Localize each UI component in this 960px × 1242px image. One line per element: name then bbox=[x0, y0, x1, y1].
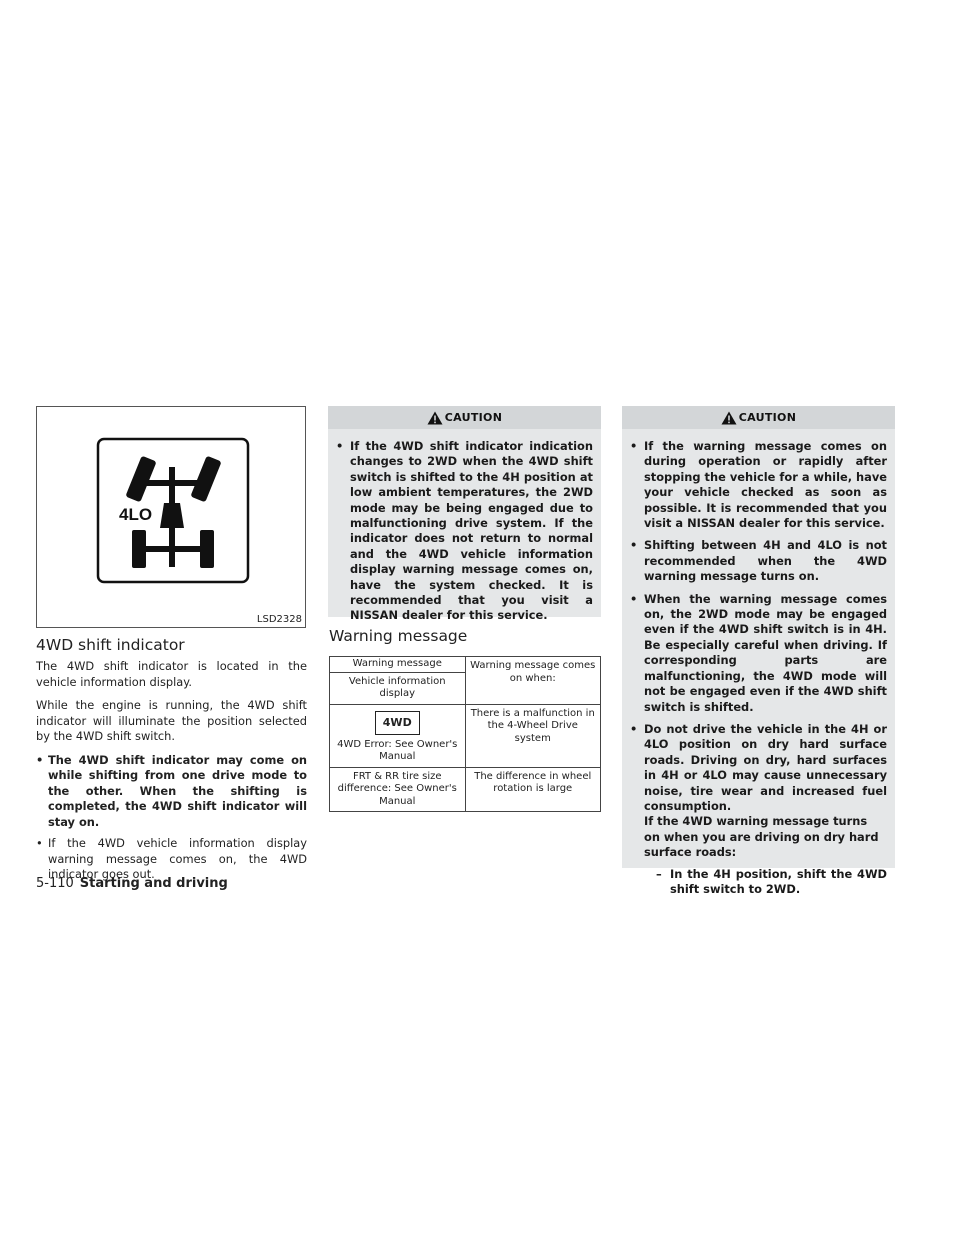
section-heading-warning-message: Warning message bbox=[329, 627, 468, 645]
caution-item: • If the 4WD shift indicator indication changes to 2WD when the 4WD shift switch is shifted to the 4H position at low ambient temperatures, the 2WD mode may be being engaged due to malfunctioning drive system. If the indicator does not return to normal and the 4WD vehicle information display warning message comes on, have the system checked. It is recommended that you visit a NISSAN dealer for this service. bbox=[336, 439, 593, 623]
bullet: • bbox=[36, 836, 43, 850]
4wd-4lo-drivetrain-icon bbox=[37, 407, 305, 627]
caution-box bbox=[622, 406, 895, 896]
section-title: Starting and driving bbox=[79, 876, 228, 891]
page-number: 5-110 bbox=[36, 876, 74, 891]
bullet: • bbox=[36, 752, 44, 767]
bullet: • bbox=[630, 538, 638, 553]
table-row bbox=[330, 704, 601, 767]
list-item: • If the 4WD vehicle information display warning message comes on, the 4WD indicator goes out. bbox=[36, 836, 307, 881]
table-cell: There is a malfunction in the 4-Wheel Drive system bbox=[465, 704, 601, 767]
caution-header bbox=[622, 406, 895, 429]
caution-title: CAUTION bbox=[738, 411, 797, 424]
left-column-body bbox=[36, 659, 307, 889]
table-cell: The difference in wheel rotation is large bbox=[465, 767, 601, 812]
table-header-cell: Warning message bbox=[330, 657, 466, 673]
page-footer bbox=[36, 876, 228, 891]
table-header-row bbox=[330, 657, 601, 673]
caution-body bbox=[328, 429, 601, 639]
bullet: • bbox=[630, 439, 638, 453]
caution-title: CAUTION bbox=[444, 411, 503, 424]
caution-item: • Shifting between 4H and 4LO is not recommended when the 4WD warning message turns on. bbox=[630, 538, 887, 584]
caution-header bbox=[328, 406, 601, 429]
4wd-indicator-badge: 4WD bbox=[375, 711, 420, 735]
bullet: • bbox=[336, 439, 344, 453]
table-row bbox=[330, 767, 601, 812]
warning-triangle-icon bbox=[721, 411, 737, 425]
caution-subitem: – In the 4H position, shift the 4WD shift switch to 2WD. bbox=[656, 866, 887, 896]
warning-message-table bbox=[329, 656, 601, 812]
figure-4wd-shift-indicator bbox=[36, 406, 306, 628]
figure-code: LSD2328 bbox=[256, 614, 302, 625]
warning-triangle-icon bbox=[427, 411, 443, 425]
4lo-label: 4LO bbox=[119, 505, 153, 524]
dash: – bbox=[656, 866, 662, 881]
caution-item: • Do not drive the vehicle in the 4H or 4LO position on dry hard surface roads. Driving on dry, hard surfaces in 4H or 4LO may cause unnecessary noise, tire wear and increased fuel consumption. If the 4WD warning message turns on when you are driving on dry hard surface roads: – In the 4H position, shift the 4WD shift switch to 2WD. bbox=[630, 721, 887, 896]
caution-note: If the 4WD warning message turns on when you are driving on dry hard surface roads: bbox=[644, 814, 879, 860]
table-header-cell: Vehicle information display bbox=[330, 672, 466, 704]
caution-body bbox=[622, 429, 895, 912]
bullet: • bbox=[630, 721, 638, 736]
table-cell: 4WD 4WD Error: See Owner's Manual bbox=[330, 704, 466, 767]
table-header-cell: Warning message comes on when: bbox=[465, 657, 601, 705]
caution-item: • If the warning message comes on during operation or rapidly after stopping the vehicle for a while, have your vehicle checked as soon as possible. It is recommended that you visit a NISSAN dealer for this service. bbox=[630, 439, 887, 531]
paragraph: While the engine is running, the 4WD shift indicator will illuminate the position selected by the 4WD shift switch. bbox=[36, 698, 307, 743]
caution-box bbox=[328, 406, 601, 623]
section-heading-4wd-shift-indicator: 4WD shift indicator bbox=[36, 636, 185, 654]
bullet: • bbox=[630, 591, 638, 606]
list-item: • The 4WD shift indicator may come on while shifting from one drive mode to the other. When the shifting is completed, the 4WD shift indicator will stay on. bbox=[36, 752, 307, 829]
paragraph: The 4WD shift indicator is located in the vehicle information display. bbox=[36, 659, 307, 689]
caution-item: • When the warning message comes on, the 2WD mode may be engaged even if the 4WD shift switch is in 4H. Be especially careful when driving. If corresponding parts are malfunctioning, the 4WD mode will not be engaged even if the 4WD shift switch is shifted. bbox=[630, 591, 887, 714]
table-cell: FRT & RR tire size difference: See Owner's Manual bbox=[330, 767, 466, 812]
